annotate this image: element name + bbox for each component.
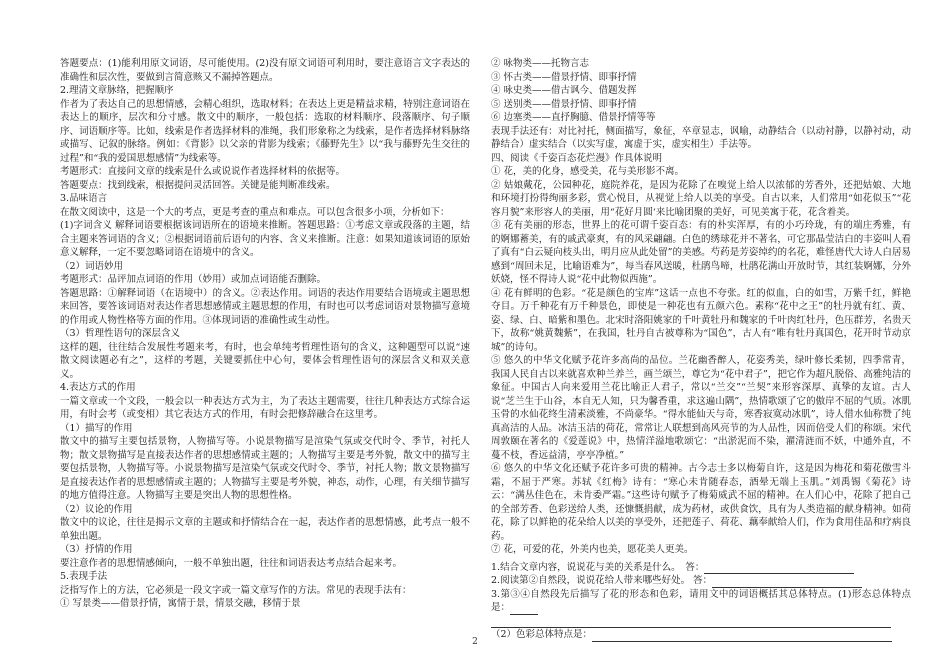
answer-blank-3a[interactable]	[510, 603, 538, 615]
question-3-line	[491, 615, 911, 629]
left-para-3: 考题形式：直接问文章的线索是什么或说说作者选择材料的依据等。	[60, 166, 346, 177]
right-item-4: ④ 咏史类——借古讽今、借题发挥	[491, 85, 637, 96]
right-item-5: ⑤ 送别类——借景抒情、即事抒情	[491, 98, 637, 110]
article-para-5: ⑤ 悠久的中华文化赋予花许多高尚的品位。兰花幽香醉人，花姿秀美，绿叶修长柔韧，四季常青，我国人民自古以来就喜欢种兰养兰，画兰颂兰，尊它为“花中君子”，把它作为超凡脱俗、高雅纯洁的象征。中国古人向来爱用兰花比喻正人君子，常以“兰交”“兰契”来形容深厚、真挚的友谊。古人说“芝兰生于山谷，本自无人知，只为馨香重，求这遍山隅”，热情歌颂了它的傲岸不屈的气质。冰肌玉骨的水仙花终生清素淡雅，不尚豪华。“得水能仙天与奇，寒香寂寞动冰肌”，诗人借水仙称赞了纯真高洁的人品。冰洁玉洁的荷花，常常让人联想到高风亮节的为人品性，因而倍受人们的称颂。宋代周敦颐在著名的《爱莲说》中，热情洋溢地歌颂它：“出淤泥而不染，濯清涟而不妖，中通外直，不蔓不枝，香远益清，亭亭净植。”	[491, 355, 911, 461]
left-subheading-argue: （2）议论的作用	[60, 503, 133, 515]
article-para-6: ⑥ 悠久的中华文化还赋予花许多可贵的精神。古今志士多以梅菊自许，这是因为梅花和菊花傲雪斗霜，不屈于严寒。苏轼《红梅》诗有：“寒心未肯随春态，酒晕无端上玉肌。”刘禹锡《菊花》诗云：“满丛佳色在，未肯委严霜。”这些诗句赋予了梅菊威武不屈的精神。在人们心中，花除了把自己的全部芳香、色彩送给人类，还慷慨捐献，成为药材，或供食饮，具有为人类造福的献身精神。如荷花，除了以鲜艳的花朵给人以美的享受外，还把莲子、荷花、藕奉献给人们，作为食用佳品和疗病良药。	[491, 463, 911, 542]
left-para-16: 散文中的描写主要包括景物，人物描写等。小说景物描写是渲染气氛或交代时令、季节，衬托人物；散文景物描写是直接表达作者的思想感情或主题的；人物描写主要是考外貌，散文中的描写主要包括景物，人物描写等。小说景物描写是渲染气氛或交代时令、季节，衬托人物；散文景物描写是直接表达作者的思想感情或主题的；人物描写主要是考外貌，神态，动作，心理，有关细节描写的地方值得注意。人物描写主要是突出人物的思想性格。	[60, 436, 470, 501]
left-para-14: 一篇文章或一个文段，一般会以一种表达方式为主，为了表达主题需要，往往几种表达方式综合运用，有时会考（或变相）其它表达方式的作用，有时会把修辞融合在这里考。	[60, 395, 470, 420]
left-para-4: 答题要点：找到线索，根据提问灵活回答。关键是能判断准线索。	[60, 179, 336, 191]
left-heading-5: 5.表现手法	[60, 571, 108, 582]
right-para-techniques: 表现手法还有：对比衬托，侧面描写，象征，卒章显志，讽喻，动静结合（以动衬静，以静衬动，动静结合）虚实结合（以实写虚，寓虚于实，虚实相生）手法等。	[491, 125, 911, 150]
right-section-heading: 四、阅读《千姿百态花烂漫》作具体说明	[491, 152, 663, 164]
question-3-sub2-text: （2）色彩总体特点是：	[491, 629, 593, 640]
left-para-2: 作者为了表达自己的思想情感，会精心组织，选取材料；在表达上更是精益求精，特别注意词语在表达上的顺序，层次和分寸感。散文中的顺序，一般包括：选取的材料顺序、段落顺序、句子顺序、词语顺序等。比如，线索是作者选择材料的准绳，我们形象称之为线索，是作者选择材料脉络或描写、记叙的脉络。例如：《背影》以父亲的背影为线索；《藤野先生》以“我与藤野先生交往的过程”和“我的爱国思想感情”为线索等。	[60, 98, 470, 164]
left-para-9: 考题形式：品评加点词语的作用（妙用）或加点词语能否删除。	[60, 274, 327, 285]
left-para-22: 泛指写作上的方法，它必须是一段文字或一篇文章写作的方法。常见的表现手法有：	[60, 584, 412, 596]
left-column	[60, 57, 470, 611]
left-para-18: 散文中的议论，往往是揭示文章的主题或和抒情结合在一起，表达作者的思想情感，此考点一般不单独出题。	[60, 517, 470, 542]
question-2-text: 2.阅读第②自然段，说说花给人带来哪些好处。 答：	[491, 575, 713, 586]
left-subheading-lyric: （3）抒情的作用	[60, 544, 133, 555]
right-column	[491, 57, 911, 642]
question-2	[491, 574, 911, 588]
question-1	[491, 561, 911, 575]
left-subheading-2: （2）词语妙用	[60, 260, 124, 272]
left-heading-4: 4.表达方式的作用	[60, 382, 136, 393]
question-3-text: 3.第③④自然段先后描写了花的形态和色彩，请用文中的词语概括其总体特点。(1)形态总体特点是：	[491, 588, 911, 613]
right-item-3: ③ 怀古类——借景抒情、即事抒情	[491, 71, 637, 83]
answer-blank-3a-cont[interactable]	[491, 616, 891, 628]
left-para-7: (1)字词含义 解释词语要根据该词语所在的语境来推断。答题思路：①考虑文章或段落的主题，结合主题来答词语的含义；②根据词语前后语句的内容、含义来推断。注意：如果知道该词语的原始意义解释，一定不要忽略词语在语境中的含义。	[60, 220, 470, 258]
question-1-text: 1.结合文章内容，说说花与美的关系是什么。 答：	[491, 561, 705, 573]
left-para-23: ① 写景类——借景抒情，寓情于景，情景交融，移情于景	[60, 598, 301, 609]
article-para-7: ⑦ 花，可爱的花，外美内也美，愿花美人更美。	[491, 544, 694, 555]
right-item-6: ⑥ 边塞类——直抒胸臆、借景抒情等等	[491, 112, 656, 123]
left-para-20: 要注意作者的思想情感倾向，一般不单独出题，往往和词语表达考点结合起来考。	[60, 557, 403, 569]
article-para-4: ④ 花有鲜明的色彩。“花是颜色的宝库”这话一点也不夸张。红的似血，白的如雪，万紫千红，鲜艳夺目。万千种花有万千种景色，即使是一种花也有五颜六色。素称“花中之王”的牡丹就有红、黄、姿、绿、白、暗紫和墨色。北宋时洛阳姚家的千叶黄牡丹和魏家的千叶肉红牡丹，色压群芳，名贵天下，故称“姚黄魏紫”，在我国，牡丹自古被尊称为“国色”，古人有“唯有牡丹真国色，花开时节动京城”的诗句。	[491, 287, 911, 353]
question-3	[491, 588, 911, 615]
left-para-12: 这样的题，往往结合发展性考题来考，有时，也会单纯考哲理性语句的含义，这种题型可以说“速散文阅读题必有之”，这样的考题，关键要抓住中心句，要体会哲理性语句的深层含义和双关意义。	[60, 341, 470, 380]
article-para-1: ① 花，美的化身，感受美，花与美形影不离。	[491, 166, 685, 177]
left-subheading-desc: （1）描写的作用	[60, 422, 133, 434]
article-para-2: ② 姑娘戴花，公园种花，庭院养花，是因为花除了在嗅觉上给人以浓郁的芳香外，还把姑娘、大地和环境打扮得绚丽多彩，赏心悦目，从视觉上给人以美的享受。自古以来，人们常用“如花似玉”“花容月貌”来形容人的美丽，用“花好月圆‘来比喻团聚的美好，可见美寓于花，花含着美。	[491, 179, 911, 218]
left-heading-2: 2.理清文章脉络，把握顺序	[60, 85, 174, 96]
answer-blank-1[interactable]	[704, 562, 854, 574]
answer-blank-2[interactable]	[712, 576, 862, 588]
left-heading-3: 3.品味语言	[60, 193, 108, 204]
left-para-0: 答题要点：(1)能利用原文词语，尽可能使用。(2)没有原文词语可利用时，要注意语言文字表达的准确性和层次性，要做到言简意赅又不漏掉答题点。	[60, 58, 470, 83]
left-para-6: 在散文阅读中，这是一个大的考点，更是考查的重点和难点。可以包含很多小项，分析如下：	[60, 206, 450, 218]
right-item-2: ② 咏物类——托物言志	[491, 58, 590, 69]
left-para-10: 答题思路：①解释词语（在语境中）的含义。②表达作用。词语的表达作用要结合语境或主题思想来回答，要答该词语对表达作者思想感情或主题思想的作用，有时也可以考虑词语对景物描写意境的作用或人物性格等方面的作用。③体现词语的准确性或生动性。	[60, 287, 470, 326]
article-para-3: ③ 花有美丽的形态，世界上的花可谓千姿百态：有的朴实浑厚，有的小巧玲珑，有的端庄秀雅，有的婀娜蓄美，有的戚武豪爽，有的风采翩翩。白色的绣球花并不著名，可它那晶莹洁白的丰姿叫人看了真有“白云疑向枝头出，明月应从此处留”的美感。芍药是芳姿绰约的名花，难怪唐代大诗人白居易感到“周回未足，比喻语难为”，每当春风送暖，杜鹃鸟啼，杜鹃花满山开放时节，其红装婀娜，分外妖娆，怪不得诗人说“花中此物似西施”。	[491, 220, 911, 285]
left-subheading-3: （3）哲理性语句的深层含义	[60, 328, 181, 339]
page-number: 2	[472, 637, 478, 647]
